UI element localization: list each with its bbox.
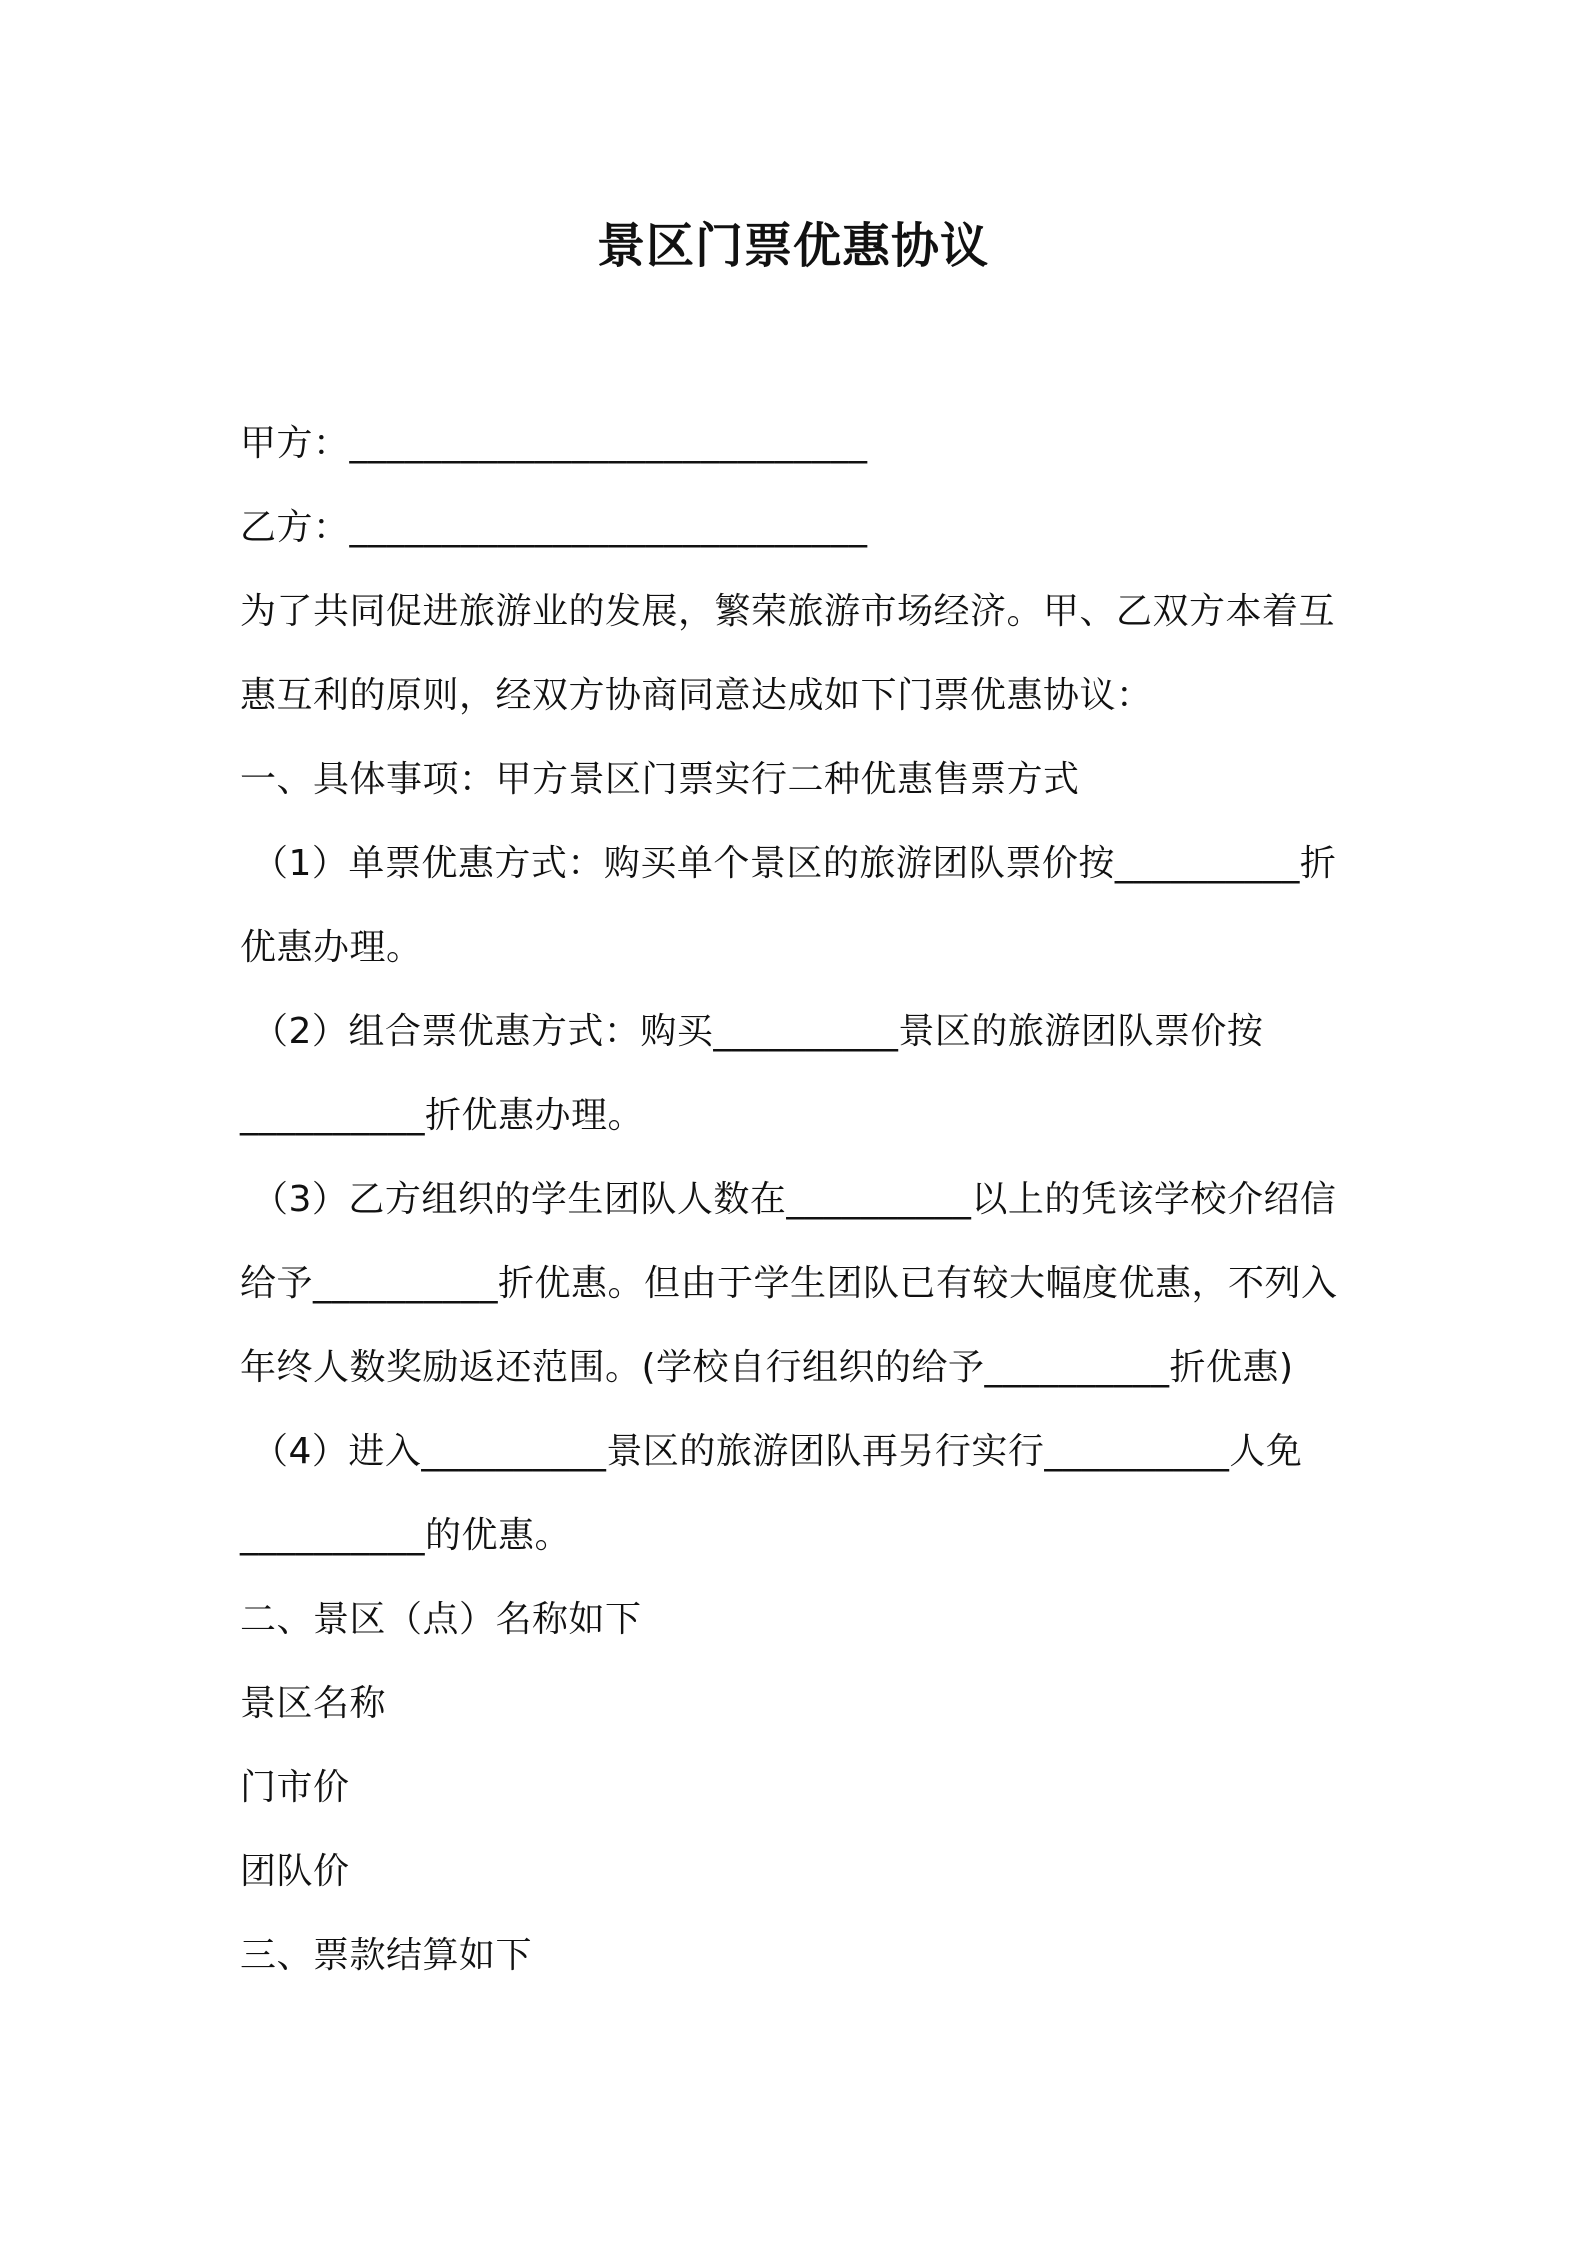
retail-price-label: 门市价 <box>240 1767 350 1808</box>
item-4-line-2: __________的优惠。 <box>240 1515 572 1556</box>
item-2-line-2: __________折优惠办理。 <box>240 1095 645 1136</box>
item-3-line-2: 给予__________折优惠。但由于学生团队已有较大幅度优惠，不列入 <box>240 1263 1338 1304</box>
group-price-label: 团队价 <box>240 1851 350 1892</box>
document-body <box>240 402 1360 1998</box>
intro-line-1: 为了共同促进旅游业的发展，繁荣旅游市场经济。甲、乙双方本着互 <box>240 591 1336 632</box>
item-2-line-1: （2）组合票优惠方式：购买__________景区的旅游团队票价按 <box>252 1011 1264 1052</box>
scenic-name-label: 景区名称 <box>240 1683 387 1724</box>
document-title: 景区门票优惠协议 <box>596 218 989 274</box>
item-4-line-1: （4）进入__________景区的旅游团队再另行实行__________人免 <box>252 1431 1303 1472</box>
item-1-line-2: 优惠办理。 <box>240 927 423 968</box>
section-three-heading: 三、票款结算如下 <box>240 1935 533 1976</box>
party-b-line: 乙方：____________________________ <box>240 507 868 548</box>
intro-line-2: 惠互利的原则，经双方协商同意达成如下门票优惠协议： <box>240 675 1153 716</box>
party-a-line: 甲方：____________________________ <box>240 423 868 464</box>
item-3-line-3: 年终人数奖励返还范围。(学校自行组织的给予__________折优惠) <box>240 1347 1294 1388</box>
section-one-heading: 一、具体事项：甲方景区门票实行二种优惠售票方式 <box>240 759 1080 800</box>
item-1-line-1: （1）单票优惠方式：购买单个景区的旅游团队票价按__________折 <box>252 843 1337 884</box>
section-two-heading: 二、景区（点）名称如下 <box>240 1599 642 1640</box>
item-3-line-1: （3）乙方组织的学生团队人数在__________以上的凭该学校介绍信 <box>252 1179 1337 1220</box>
